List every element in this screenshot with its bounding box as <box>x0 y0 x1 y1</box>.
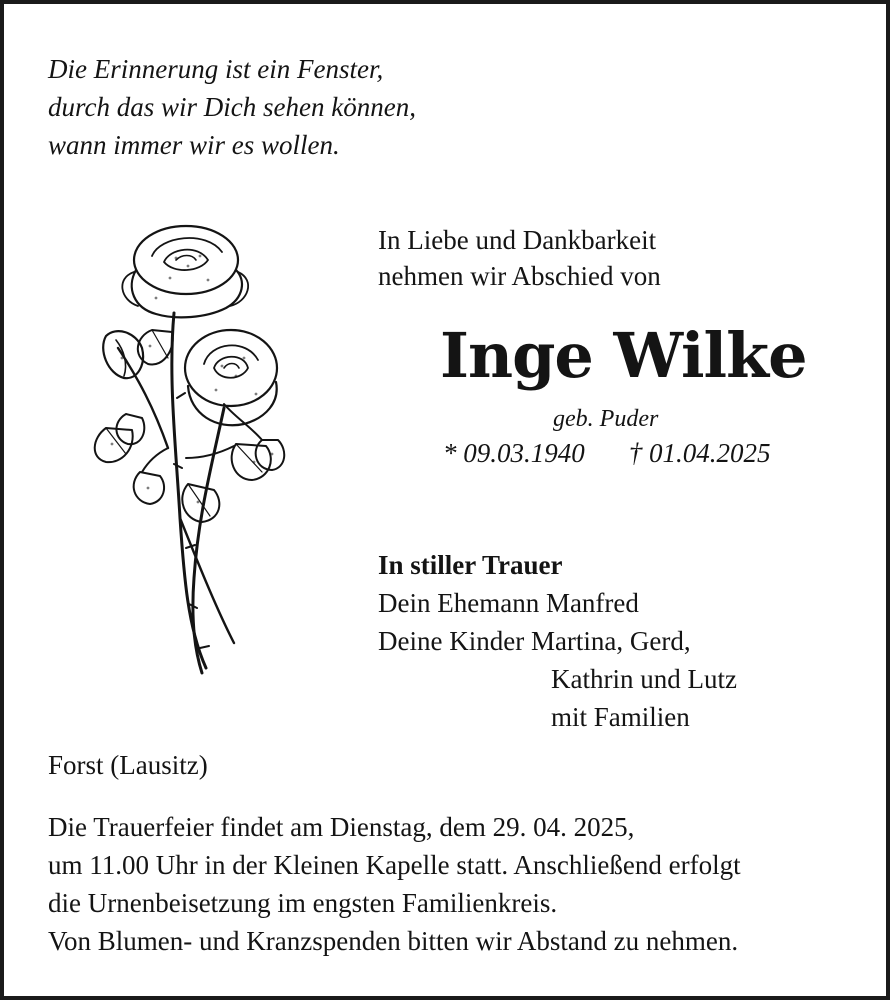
info-line: Die Trauerfeier findet am Dienstag, dem 29. 04. 2025, <box>48 812 635 842</box>
info-line: Von Blumen- und Kranzspenden bitten wir Abstand zu nehmen. <box>48 926 739 956</box>
mourner-line: mit Familien <box>551 702 690 732</box>
intro-line: In Liebe und Dankbarkeit <box>378 225 657 255</box>
deceased-name: Inge Wilke <box>440 319 807 392</box>
quote-line: wann immer wir es wollen. <box>48 130 340 160</box>
info-line: um 11.00 Uhr in der Kleinen Kapelle statt. Anschließend erfolgt <box>48 850 741 880</box>
roses-illustration-icon <box>76 218 296 683</box>
funeral-info <box>48 808 741 960</box>
place-name: Forst (Lausitz) <box>48 750 208 780</box>
death-date: † 01.04.2025 <box>628 438 771 468</box>
maiden-name: geb. Puder <box>553 406 659 432</box>
farewell-intro <box>378 222 661 294</box>
quote-line: Die Erinnerung ist ein Fenster, <box>48 54 384 84</box>
mourner-line: Kathrin und Lutz <box>551 664 737 694</box>
info-line: die Urnenbeisetzung im engsten Familienkreis. <box>48 888 558 918</box>
life-dates <box>443 438 771 469</box>
quote-line: durch das wir Dich sehen können, <box>48 92 416 122</box>
mourners-heading: In stiller Trauer <box>378 550 563 580</box>
mourners-list <box>378 546 737 736</box>
intro-line: nehmen wir Abschied von <box>378 261 661 291</box>
birth-date: * 09.03.1940 <box>443 438 585 468</box>
mourner-line: Dein Ehemann Manfred <box>378 588 639 618</box>
mourner-line: Deine Kinder Martina, Gerd, <box>378 626 691 656</box>
memorial-quote <box>48 50 416 164</box>
